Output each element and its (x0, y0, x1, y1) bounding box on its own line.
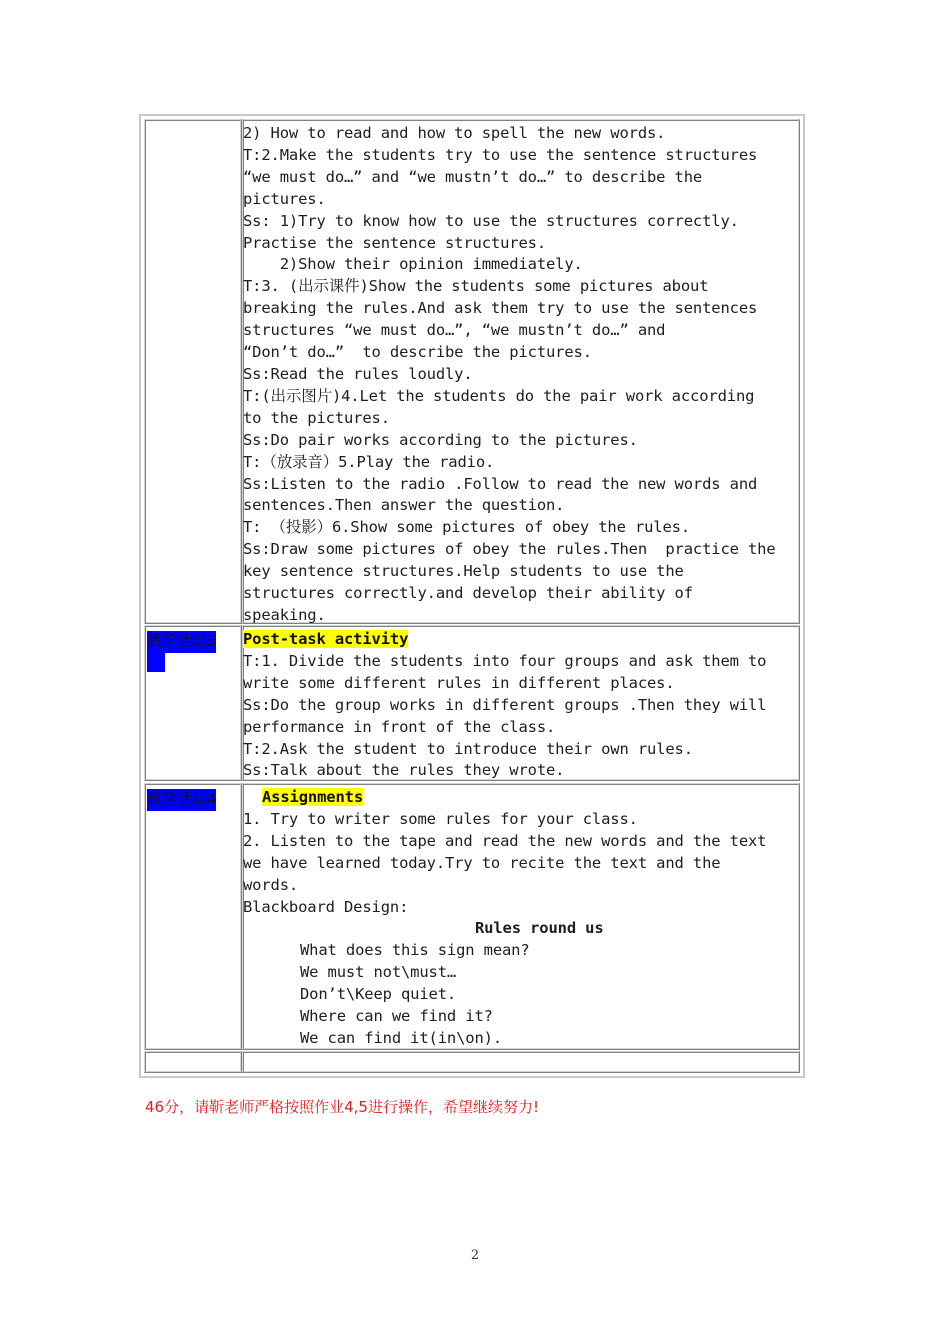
text-line: “Don’t do…” to describe the pictures. (243, 343, 592, 362)
text-line: T:（放录音）5.Play the radio. (243, 452, 495, 471)
text-line: T:(出示图片)4.Let the students do the pair work according (243, 386, 755, 405)
blackboard-line: We must not\must… (300, 963, 457, 982)
section-heading: Assignments (262, 788, 363, 806)
text-line: Ss:Listen to the radio .Follow to read the new words and (243, 474, 758, 493)
text-line: T:3. (出示课件)Show the students some pictures about (243, 277, 709, 296)
text-line: performance in front of the class. (243, 717, 556, 736)
text-line: Ss: 1)Try to know how to use the structures correctly. (243, 211, 739, 230)
row-content-text (243, 787, 766, 1050)
text-line: 2) How to read and how to spell the new words. (243, 124, 666, 142)
row-content-cell (242, 1051, 800, 1073)
text-line: breaking the rules.And ask them try to use the sentences (243, 299, 758, 318)
text-line: 2. Listen to the tape and read the new words and the text (243, 831, 767, 850)
text-line: Ss:Do pair works according to the pictures. (243, 430, 638, 449)
row-label-cell (144, 1051, 242, 1073)
text-line: Ss:Talk about the rules they wrote. (243, 761, 565, 780)
table-row (144, 783, 800, 1050)
text-line: key sentence structures.Help students to use the (243, 562, 684, 581)
text-line: sentences.Then answer the question. (243, 496, 565, 515)
blackboard-line: Don’t\Keep quiet. (300, 985, 457, 1004)
section-heading: Post-task activity (243, 630, 409, 648)
blackboard-line: Where can we find it? (300, 1007, 493, 1026)
table-row (144, 119, 800, 624)
text-line: we have learned today.Try to recite the text and the (243, 853, 721, 872)
activity-label: 教学活动4 (147, 789, 216, 811)
label-highlight-stub (147, 653, 165, 672)
text-line: Ss:Draw some pictures of obey the rules.Then practice the (243, 540, 776, 559)
activity-label: 教学活动3 (147, 631, 216, 653)
page-number: 2 (470, 1248, 480, 1263)
text-line: T: （投影）6.Show some pictures of obey the rules. (243, 518, 691, 537)
text-line: 1. Try to writer some rules for your class. (243, 809, 638, 828)
text-line: 2)Show their opinion immediately. (243, 255, 583, 274)
row-label-cell (144, 783, 242, 1050)
table-row (144, 1051, 800, 1073)
text-line: “we must do…” and “we mustn’t do…” to describe the (243, 167, 703, 186)
row-content-text (243, 123, 776, 627)
text-line: T:2.Ask the student to introduce their own rules. (243, 739, 693, 758)
text-line: speaking. (243, 605, 326, 624)
text-line: structures correctly.and develop their ability of (243, 584, 693, 603)
blackboard-title: Rules round us (475, 919, 604, 938)
lesson-plan-table (139, 114, 805, 1078)
text-line: T:1. Divide the students into four groups and ask them to (243, 651, 767, 670)
text-line: structures “we must do…”, “we mustn’t do…” and (243, 321, 666, 340)
text-line: Ss:Do the group works in different groups .Then they will (243, 695, 767, 714)
text-line: Ss:Read the rules loudly. (243, 364, 473, 383)
text-line: write some different rules in different places. (243, 673, 675, 692)
row-content-text (243, 629, 766, 782)
row-label-cell (144, 119, 242, 624)
text-line: Practise the sentence structures. (243, 233, 546, 252)
blackboard-line: We can find it(in\on). (300, 1028, 502, 1047)
row-label-cell (144, 625, 242, 781)
text-line: Blackboard Design: (243, 897, 409, 916)
teacher-comment: 46分，请靳老师严格按照作业4,5进行操作，希望继续努力! (145, 1098, 539, 1116)
text-line: to the pictures. (243, 408, 390, 427)
text-line: T:2.Make the students try to use the sentence structures (243, 145, 758, 164)
text-line: pictures. (243, 189, 326, 208)
table-row (144, 625, 800, 781)
blackboard-line: What does this sign mean? (300, 941, 530, 960)
text-line: words. (243, 875, 299, 894)
